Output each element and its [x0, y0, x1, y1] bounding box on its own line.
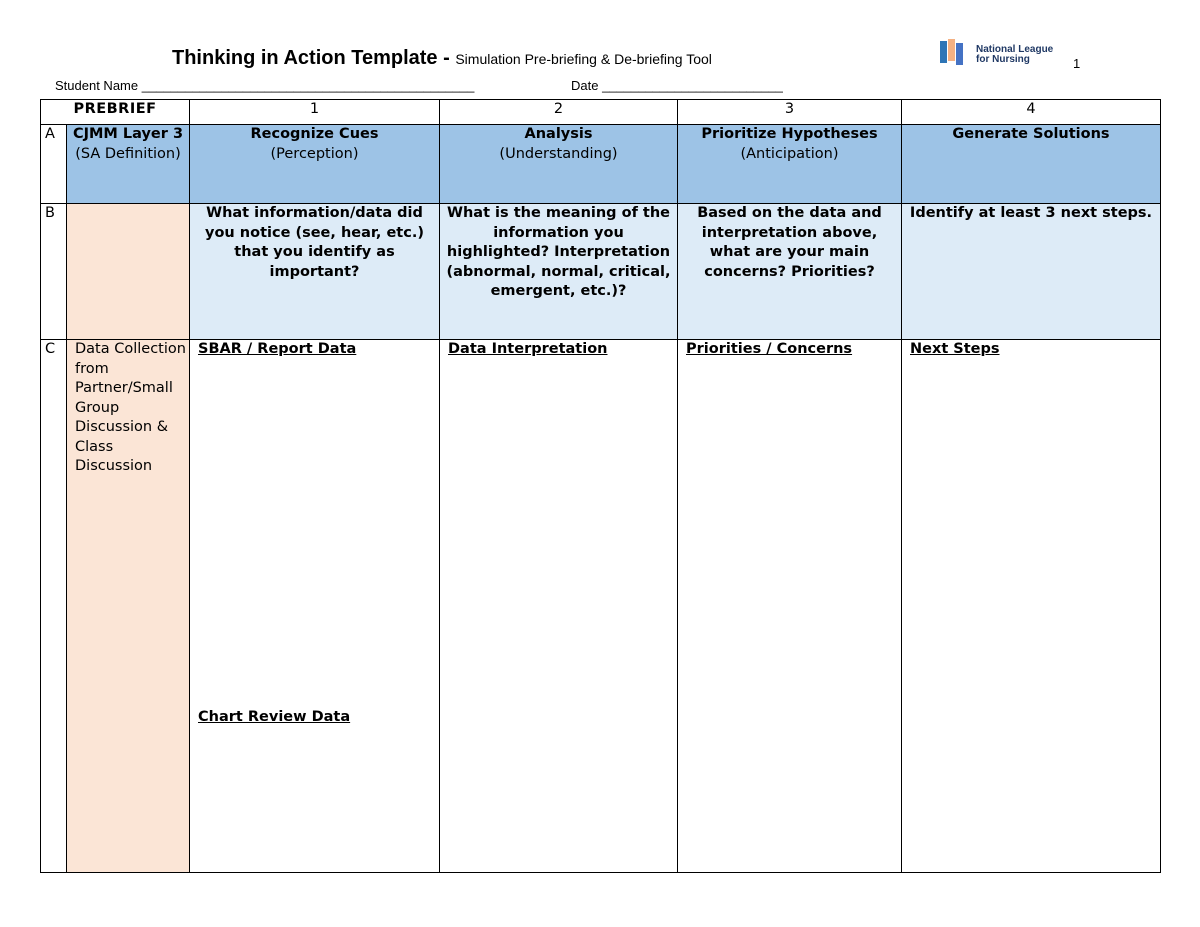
question-analysis: What is the meaning of the information you highlighted? Interpretation (abnormal, normal, critical, emergent, etc.)?: [440, 204, 678, 340]
data-collection-label: Data Collection from Partner/Small Group Discussion & Class Discussion: [67, 340, 190, 873]
question-prioritize: Based on the data and interpretation above, what are your main concerns? Priorities?: [678, 204, 902, 340]
row-b-label-cell: [67, 204, 190, 340]
col-number-1: 1: [190, 100, 440, 125]
analysis-cell: [440, 125, 678, 204]
cjmm-layer-cell: [67, 125, 190, 204]
date-field[interactable]: Date _________________________: [571, 78, 783, 93]
generate-solutions-heading: Generate Solutions: [952, 126, 1110, 142]
row-letter-a: A: [41, 125, 67, 204]
understanding-label: (Understanding): [499, 145, 618, 162]
prioritize-hypotheses-heading: Prioritize Hypotheses: [701, 126, 878, 142]
next-steps-heading: Next Steps: [910, 341, 1000, 357]
next-steps-cell[interactable]: [902, 340, 1161, 873]
nln-logo: [938, 37, 1073, 67]
logo-text-2: for Nursing: [976, 54, 1030, 65]
logo-text-1: National League: [976, 44, 1054, 55]
cjmm-layer-label: CJMM Layer 3: [72, 126, 184, 142]
thinking-in-action-table: [40, 99, 1161, 873]
col-number-2: 2: [440, 100, 678, 125]
recognize-cues-cell: [190, 125, 440, 204]
title-main: Thinking in Action Template -: [172, 47, 456, 69]
recognize-cues-heading: Recognize Cues: [250, 126, 379, 142]
prebrief-heading: PREBRIEF: [41, 100, 190, 125]
row-letter-b: B: [41, 204, 67, 340]
col-number-3: 3: [678, 100, 902, 125]
prioritize-hypotheses-cell: [678, 125, 902, 204]
perception-label: (Perception): [270, 145, 359, 162]
data-interpretation-heading: Data Interpretation: [448, 341, 608, 357]
question-recognize-cues: What information/data did you notice (see, hear, etc.) that you identify as important?: [190, 204, 440, 340]
priorities-concerns-cell[interactable]: [678, 340, 902, 873]
student-name-field[interactable]: Student Name ______________________________________________: [55, 78, 475, 93]
question-next-steps: Identify at least 3 next steps.: [902, 204, 1161, 340]
data-interpretation-cell[interactable]: [440, 340, 678, 873]
sbar-report-heading: SBAR / Report Data: [198, 341, 357, 357]
priorities-concerns-heading: Priorities / Concerns: [686, 341, 853, 357]
sa-definition-label: (SA Definition): [75, 145, 181, 162]
generate-solutions-cell: [902, 125, 1161, 204]
page-number: 1: [1073, 56, 1081, 71]
title-subtitle: Simulation Pre-briefing & De-briefing Tool: [455, 51, 712, 67]
row-letter-c: C: [41, 340, 67, 873]
nln-logo-icon: [938, 37, 1073, 67]
chart-review-heading: Chart Review Data: [198, 709, 351, 725]
sbar-report-cell[interactable]: [190, 340, 440, 873]
analysis-heading: Analysis: [524, 126, 593, 142]
anticipation-label: (Anticipation): [740, 145, 839, 162]
document-title: [172, 47, 712, 70]
col-number-4: 4: [902, 100, 1161, 125]
